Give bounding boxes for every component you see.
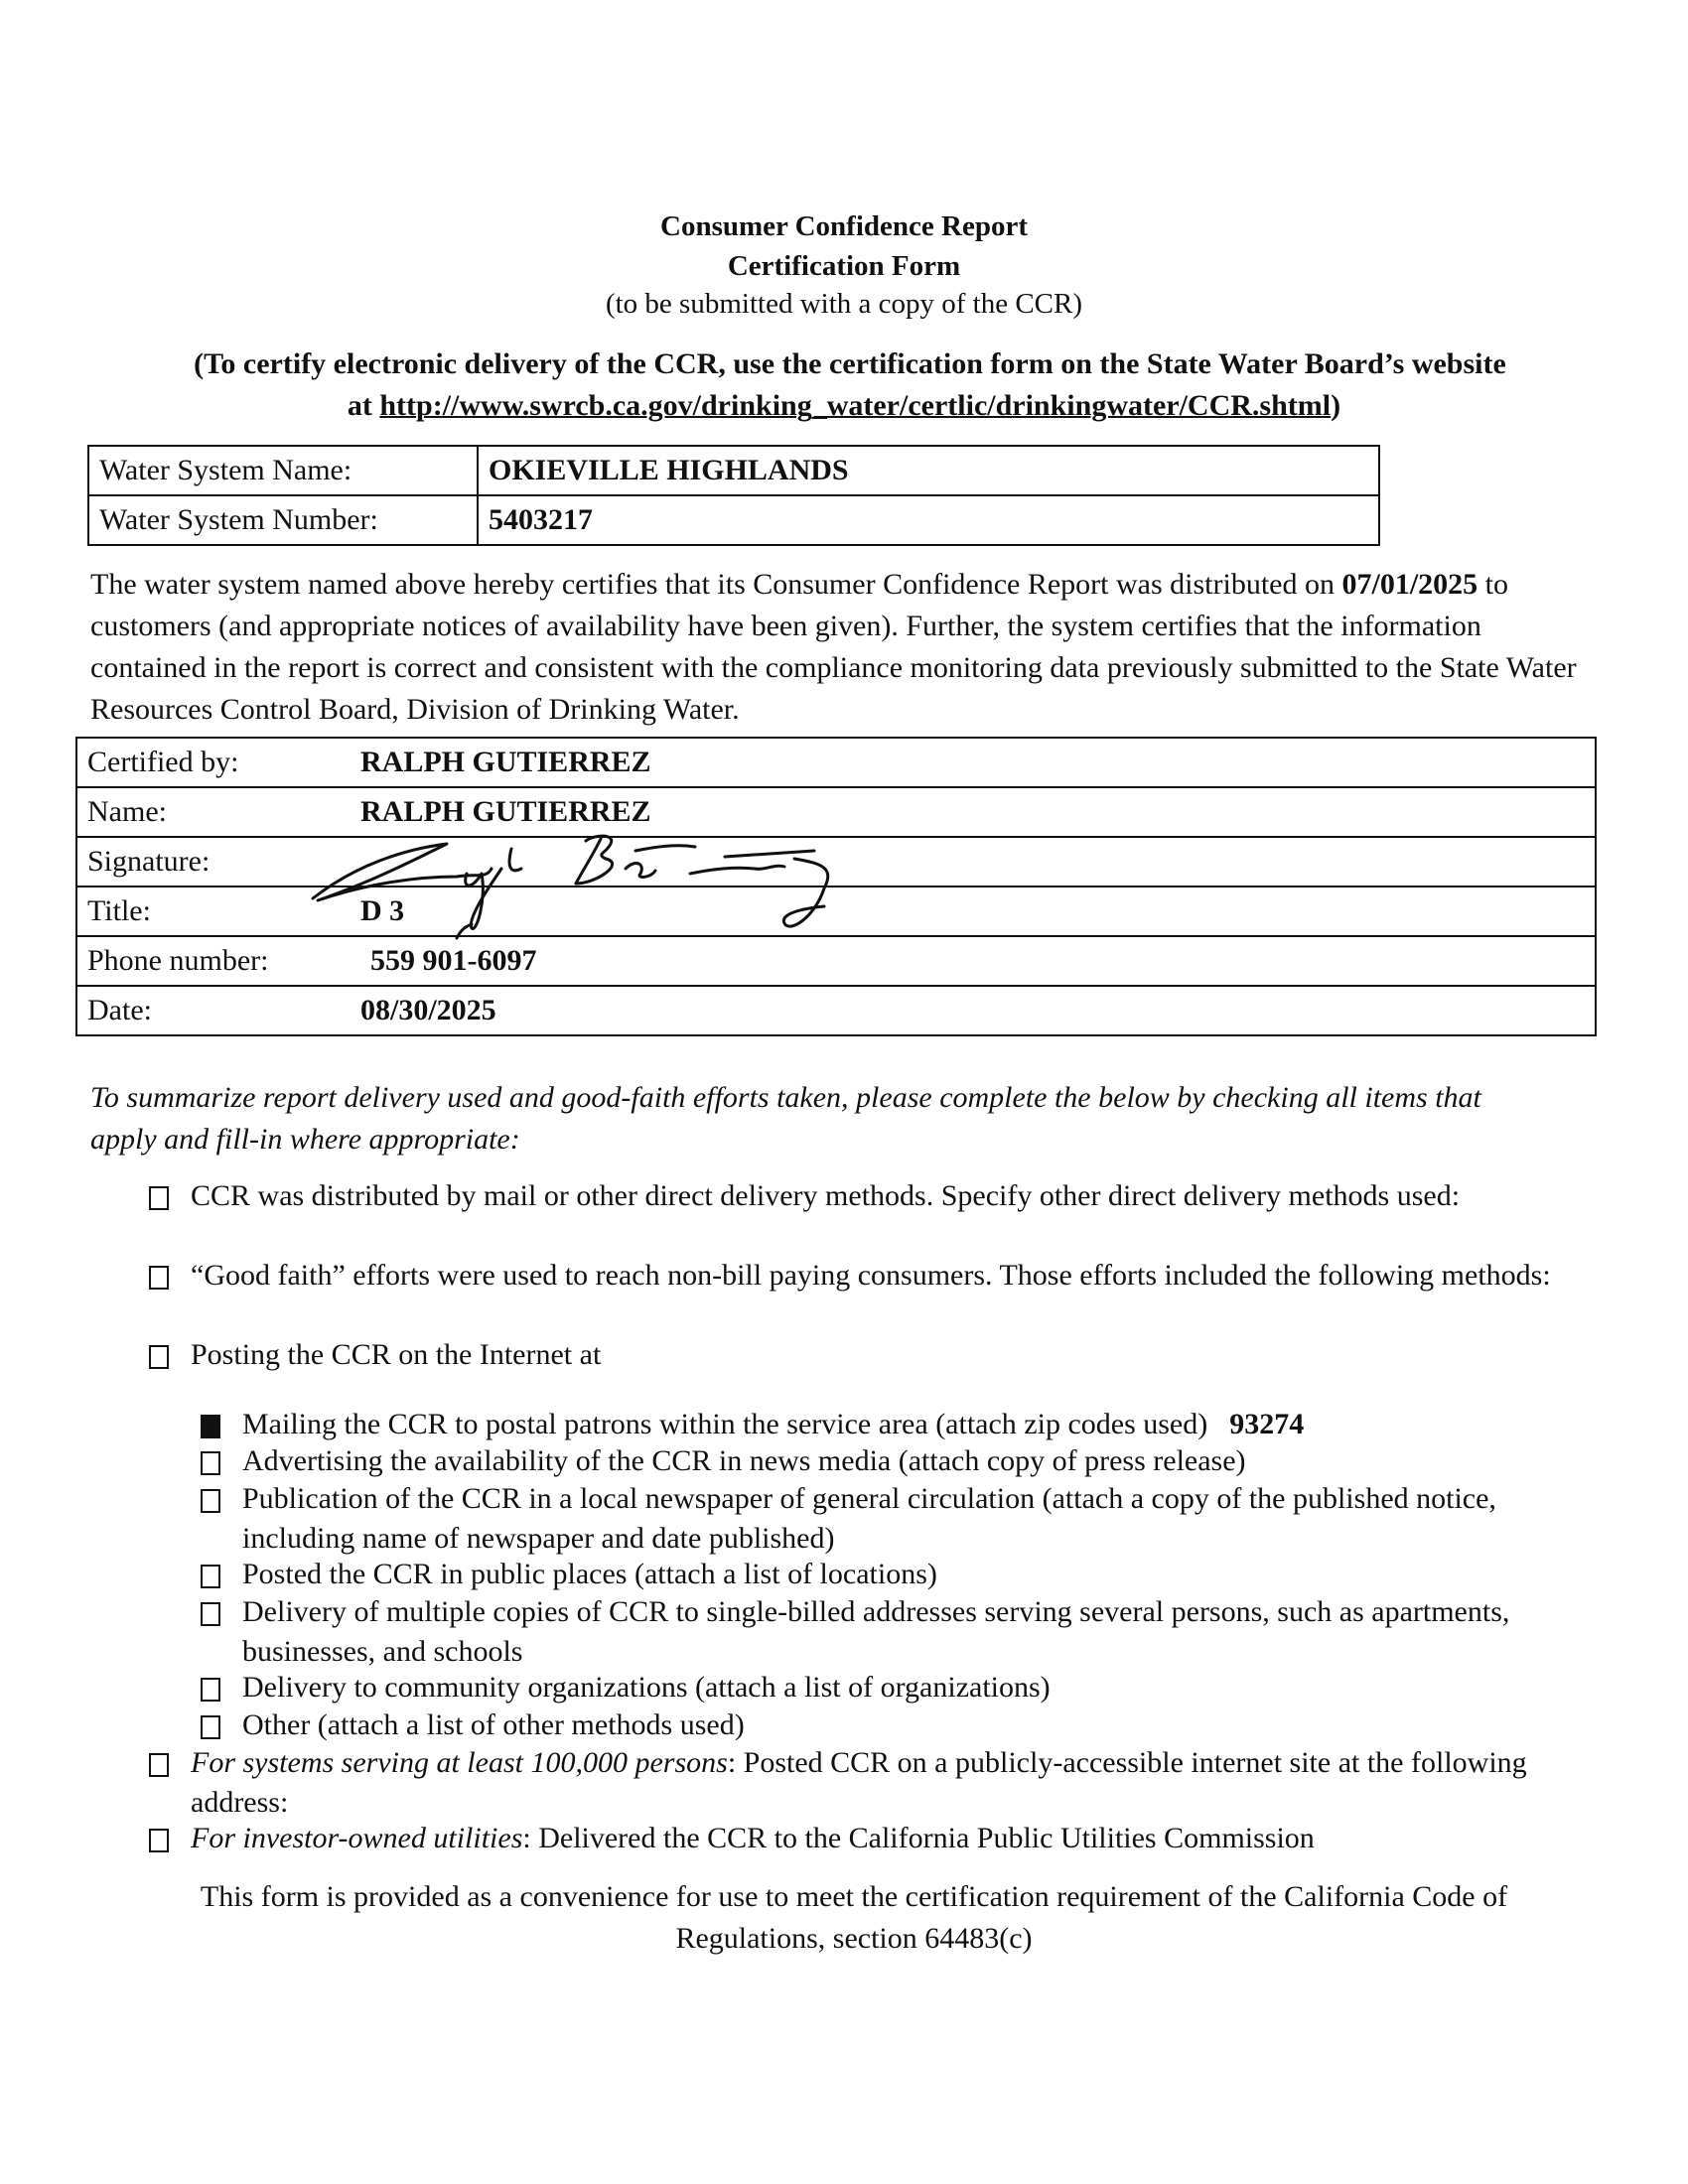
- water-system-name-value[interactable]: OKIEVILLE HIGHLANDS: [478, 446, 1379, 495]
- certified-by-value[interactable]: RALPH GUTIERREZ: [351, 738, 1596, 787]
- checklist-item-label: Mailing the CCR to postal patrons within the service area (attach zip codes used): [242, 1408, 1208, 1440]
- checklist-item-advertising: [201, 1441, 1611, 1481]
- checkbox-advertising[interactable]: [201, 1451, 220, 1475]
- phone-value[interactable]: 559 901-6097: [351, 936, 1596, 986]
- footer-line-1: This form is provided as a convenience for use to meet the certification requirement of the California Code of: [200, 1880, 1508, 1913]
- checklist-item-large-systems: [149, 1743, 1559, 1823]
- checkbox-public-places[interactable]: [201, 1565, 220, 1588]
- checklist-item-other: [201, 1706, 1611, 1745]
- electronic-delivery-notice: (To certify electronic delivery of the CCR, use the certification form on the State Water Board’s website: [194, 347, 1506, 380]
- checklist-item-label: Posted the CCR in public places (attach a list of locations): [242, 1558, 937, 1590]
- checklist-item-internet-posting: [149, 1335, 1559, 1375]
- checkbox-direct-delivery[interactable]: [149, 1186, 169, 1210]
- checkbox-multiple-copies[interactable]: [201, 1602, 220, 1626]
- checklist-item-public-places: [201, 1555, 1611, 1594]
- large-systems-qualifier: For systems serving at least 100,000 persons: [191, 1746, 728, 1779]
- name-value[interactable]: RALPH GUTIERREZ: [351, 787, 1596, 837]
- phone-label: Phone number:: [76, 936, 351, 986]
- checklist-item-investor-owned: [149, 1819, 1559, 1858]
- water-system-number-label: Water System Number:: [88, 495, 478, 545]
- checklist-item-label: Posting the CCR on the Internet at: [191, 1338, 602, 1371]
- checklist-item-label: Publication of the CCR in a local newspaper of general circulation (attach a copy of the published notice, including name of newspaper and date published): [242, 1482, 1496, 1555]
- distribution-date[interactable]: 07/01/2025: [1341, 568, 1478, 601]
- checklist-item-newspaper: [201, 1479, 1571, 1559]
- zip-code-value[interactable]: 93274: [1229, 1408, 1305, 1440]
- checklist-item-label: : Delivered the CCR to the California Public Utilities Commission: [522, 1822, 1315, 1854]
- water-system-name-label: Water System Name:: [88, 446, 478, 495]
- water-system-name-row: [88, 446, 1379, 495]
- water-system-number-row: [88, 495, 1379, 545]
- water-system-table: [87, 445, 1380, 546]
- date-label: Date:: [76, 986, 351, 1035]
- checklist-item-label: Delivery to community organizations (attach a list of organizations): [242, 1671, 1051, 1704]
- checkbox-newspaper[interactable]: [201, 1489, 220, 1513]
- title-value[interactable]: D 3: [351, 887, 1596, 936]
- name-label: Name:: [76, 787, 351, 837]
- date-row: [76, 986, 1596, 1035]
- handwritten-signature: [298, 829, 933, 948]
- checklist-item-label: Delivery of multiple copies of CCR to single-billed addresses serving several persons, such as apartments, businesses, and schools: [242, 1595, 1510, 1668]
- checkbox-mailing-checked[interactable]: [201, 1415, 220, 1438]
- checkbox-community-orgs[interactable]: [201, 1678, 220, 1702]
- certification-text-2: to customers (and appropriate notices of availability have been given). Further, the system certifies that the information contained in the report is correct and consistent with the compliance monitoring data previously submitted to the State Water Resources Control Board, Division of Drinking Water.: [90, 568, 1577, 726]
- checklist-item-text: [242, 1405, 1611, 1444]
- checklist-item-multiple-copies: [201, 1592, 1531, 1672]
- certified-by-row: [76, 738, 1596, 787]
- signature-label: Signature:: [76, 837, 351, 887]
- title-label: Title:: [76, 887, 351, 936]
- certified-by-label: Certified by:: [76, 738, 351, 787]
- checkbox-large-systems[interactable]: [149, 1753, 169, 1777]
- checklist-item-mailing: [201, 1405, 1611, 1444]
- checklist-item-label: : Posted CCR on a publicly-accessible internet site at the following address:: [191, 1746, 1527, 1819]
- checklist-item-label: Other (attach a list of other methods used): [242, 1708, 745, 1741]
- certification-text-1: The water system named above hereby certifies that its Consumer Confidence Report was distributed on: [90, 568, 1335, 601]
- checkbox-investor-owned[interactable]: [149, 1829, 169, 1852]
- checklist-item-text: [191, 1819, 1559, 1858]
- date-value[interactable]: 08/30/2025: [351, 986, 1596, 1035]
- state-water-board-link[interactable]: http://www.swrcb.ca.gov/drinking_water/certlic/drinkingwater/CCR.shtml: [379, 389, 1332, 422]
- footer-line-2: Regulations, section 64483(c): [675, 1922, 1033, 1955]
- certification-statement: [90, 564, 1600, 731]
- url-suffix: ): [1331, 389, 1341, 422]
- form-title: Consumer Confidence Report: [660, 210, 1028, 242]
- checklist-item-community-orgs: [201, 1668, 1611, 1707]
- checklist-item-label: Advertising the availability of the CCR in news media (attach copy of press release): [242, 1444, 1246, 1477]
- checklist-item-good-faith: [149, 1256, 1559, 1296]
- checklist-item-text: [191, 1743, 1559, 1823]
- instructions-text: To summarize report delivery used and good-faith efforts taken, please complete the below by checking all items that apply and fill-in where appropriate:: [90, 1081, 1481, 1156]
- url-prefix: at: [347, 389, 380, 422]
- form-instruction: (to be submitted with a copy of the CCR): [605, 288, 1083, 320]
- checkbox-internet-posting[interactable]: [149, 1345, 169, 1369]
- checkbox-good-faith[interactable]: [149, 1266, 169, 1290]
- water-system-number-value[interactable]: 5403217: [478, 495, 1379, 545]
- checkbox-other[interactable]: [201, 1715, 220, 1739]
- investor-owned-qualifier: For investor-owned utilities: [191, 1822, 523, 1854]
- checklist-item-direct-delivery: [149, 1176, 1559, 1216]
- form-subtitle: Certification Form: [727, 250, 961, 282]
- electronic-delivery-url-line: [0, 389, 1688, 423]
- checklist-item-label: “Good faith” efforts were used to reach non-bill paying consumers. Those efforts included the following methods:: [191, 1259, 1551, 1292]
- checklist-item-label: CCR was distributed by mail or other direct delivery methods. Specify other direct delivery methods used:: [191, 1179, 1461, 1212]
